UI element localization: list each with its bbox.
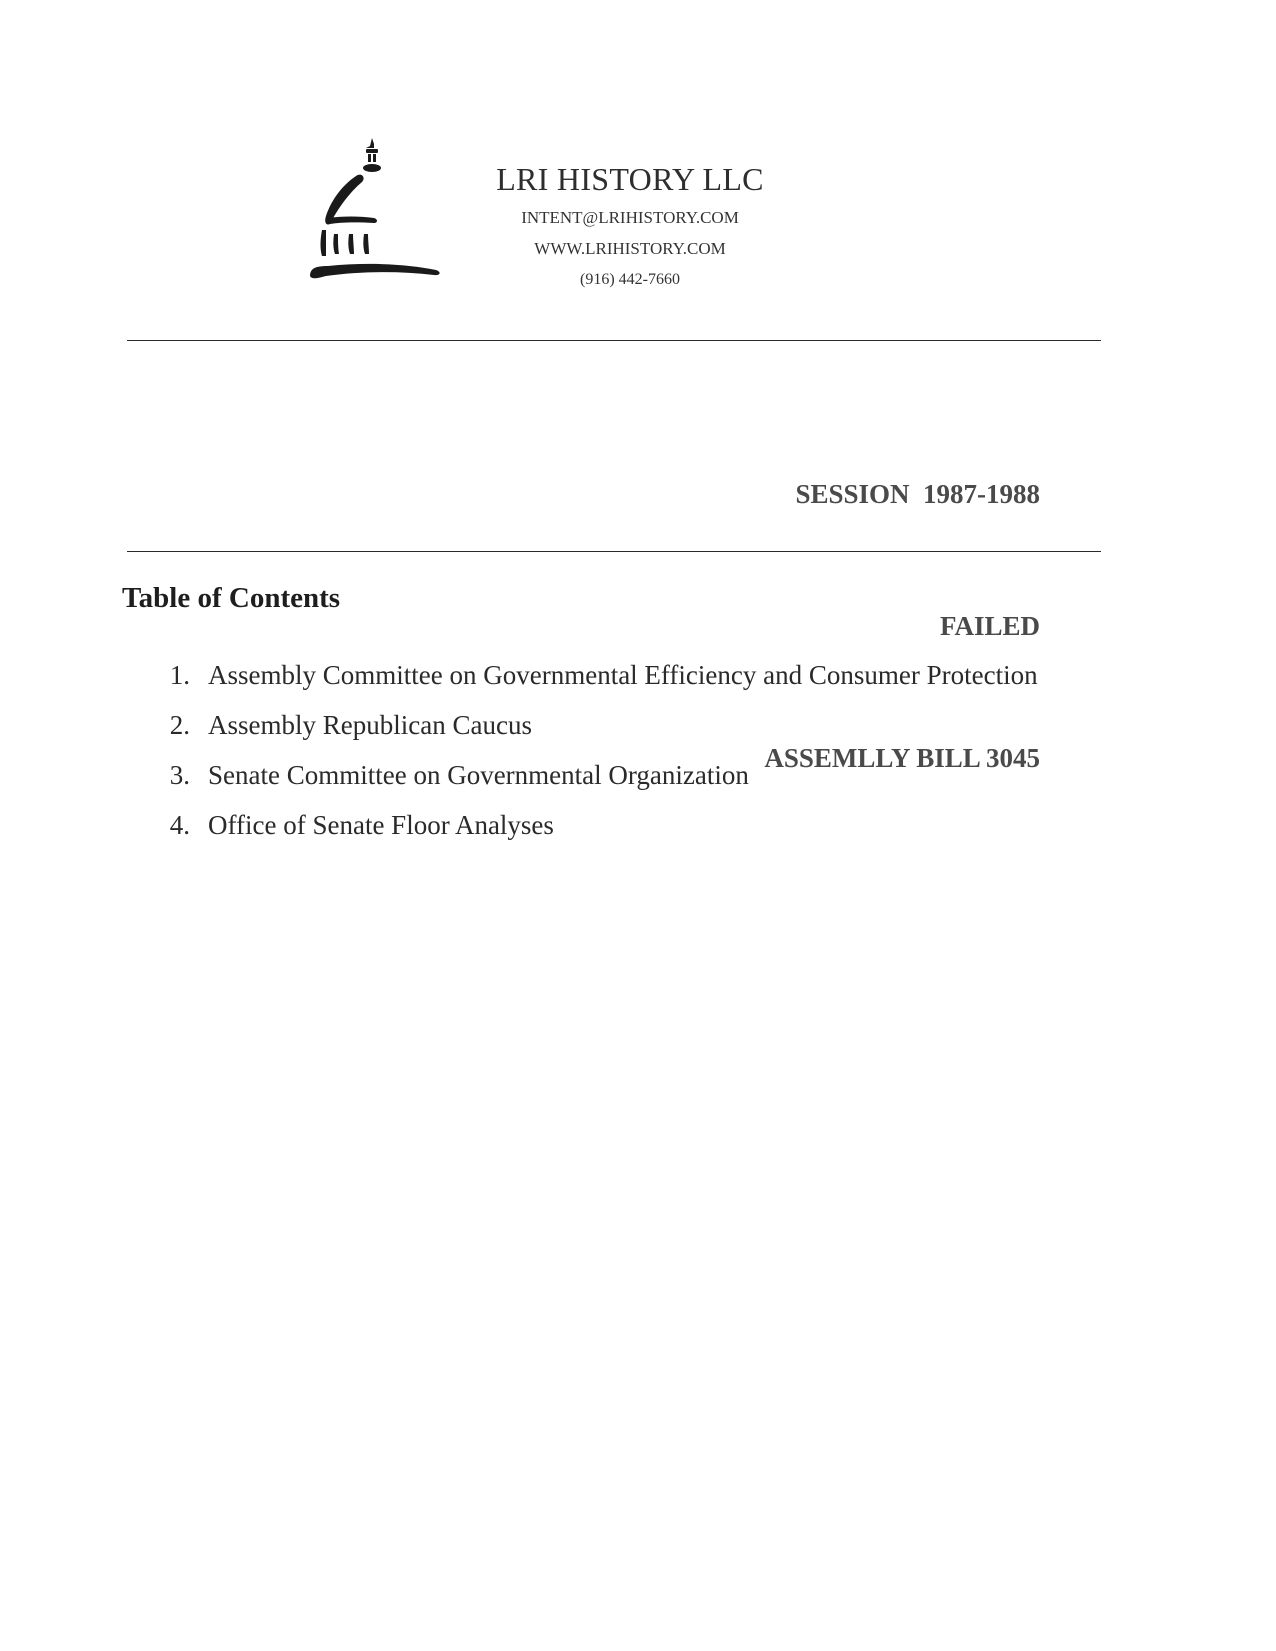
- company-website: WWW.LRIHISTORY.COM: [534, 239, 726, 258]
- capitol-dome-logo-icon: [308, 136, 450, 298]
- company-name: LRI HISTORY LLC: [496, 161, 764, 197]
- toc-item: [140, 650, 1038, 700]
- toc-item: [140, 750, 1038, 800]
- toc-item-number: 3.: [169, 760, 190, 790]
- toc-item-number: 2.: [169, 710, 190, 740]
- toc-item-label: Senate Committee on Governmental Organization: [208, 760, 749, 790]
- status-label: FAILED: [939, 611, 1040, 641]
- toc-list: [140, 650, 1038, 850]
- toc-item: [140, 800, 1038, 850]
- bottom-divider: [127, 551, 1101, 552]
- company-block: [480, 160, 780, 295]
- company-email: INTENT@LRIHISTORY.COM: [521, 208, 739, 227]
- toc-item-number: 4.: [169, 810, 190, 840]
- toc-item-label: Assembly Republican Caucus: [208, 710, 532, 740]
- toc-item: [140, 700, 1038, 750]
- bill-name: ASSEMLLY BILL 3045: [764, 743, 1040, 773]
- company-phone: (916) 442-7660: [580, 271, 680, 288]
- toc-item-label: Office of Senate Floor Analyses: [208, 810, 554, 840]
- toc-item-number: 1.: [169, 660, 190, 690]
- top-divider: [127, 340, 1101, 341]
- toc-item-label: Assembly Committee on Governmental Efficiency and Consumer Protection: [208, 660, 1038, 690]
- session-label: SESSION 1987-1988: [795, 479, 1040, 509]
- toc-title: Table of Contents: [122, 582, 341, 614]
